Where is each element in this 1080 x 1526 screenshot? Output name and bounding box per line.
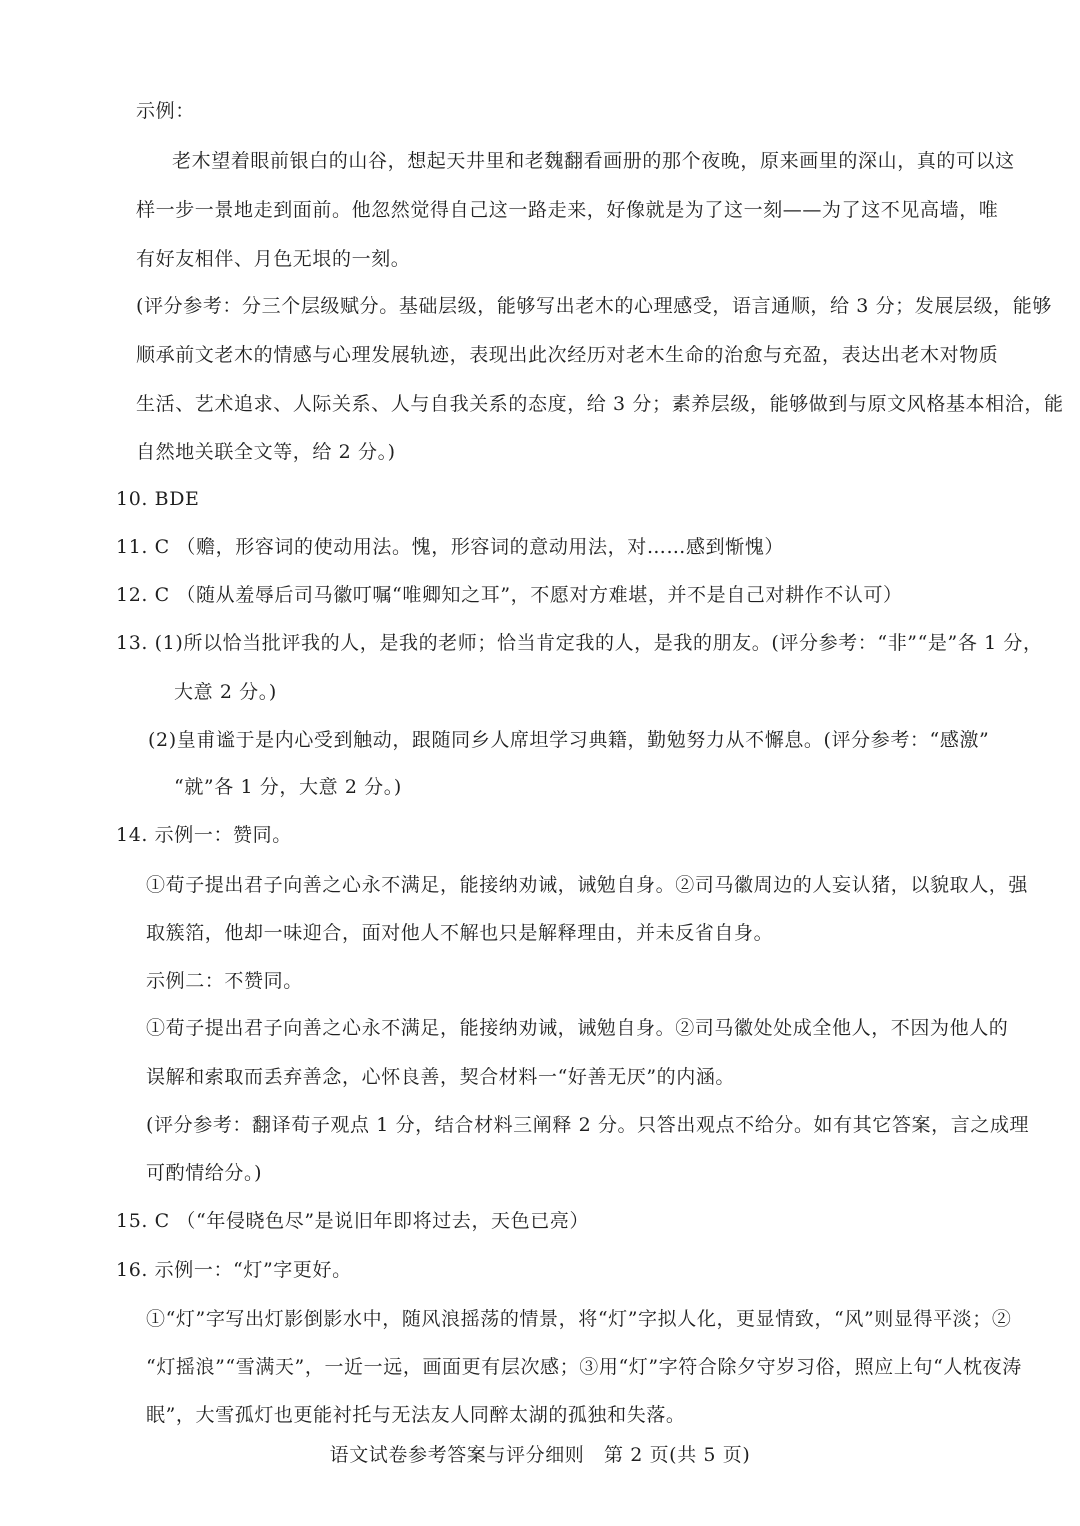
- answer-14-line: 取簇箔，他却一味迎合，面对他人不解也只是解释理由，并未反省自身。: [146, 922, 774, 944]
- answer-16-line: ①“灯”字写出灯影倒影水中，随风浪摇荡的情景，将“灯”字拟人化，更显情致，“风”则显得平淡；②: [146, 1308, 1012, 1330]
- rubric-line: 生活、艺术追求、人际关系、人与自我关系的态度，给 3 分；素养层级，能够做到与原文风格基本相洽，能: [136, 393, 1064, 415]
- rubric-line: 顺承前文老木的情感与心理发展轨迹，表现出此次经历对老木生命的治愈与充盈，表达出老木对物质: [136, 344, 999, 366]
- answer-14-head: 14. 示例一：赞同。: [116, 824, 292, 846]
- answer-10: 10. BDE: [116, 488, 200, 510]
- page-footer: 语文试卷参考答案与评分细则 第 2 页(共 5 页): [329, 1444, 751, 1466]
- answer-11: 11. C （赡，形容词的使动用法。愧，形容词的意动用法，对……感到惭愧）: [116, 536, 785, 558]
- answer-14-line: ①荀子提出君子向善之心永不满足，能接纳劝诫，诫勉自身。②司马徽周边的人妄认猪，以貌取人，强: [146, 874, 1029, 896]
- answer-13-2-cont: “就”各 1 分，大意 2 分。): [174, 776, 402, 798]
- answer-14-rubric: (评分参考：翻译荀子观点 1 分，结合材料三阐释 2 分。只答出观点不给分。如有其它答案，言之成理: [146, 1114, 1030, 1136]
- answer-16-line: 眠”，大雪孤灯也更能衬托与无法友人同醉太湖的孤独和失落。: [146, 1404, 686, 1426]
- rubric-line: 自然地关联全文等，给 2 分。): [136, 441, 396, 463]
- example-line: 老木望着眼前银白的山谷，想起天井里和老魏翻看画册的那个夜晚，原来画里的深山，真的可以这: [172, 150, 1015, 172]
- answer-15: 15. C （“年侵晓色尽”是说旧年即将过去，天色已亮）: [116, 1210, 590, 1232]
- answer-12: 12. C （随从羞辱后司马徽叮嘱“唯卿知之耳”，不愿对方难堪，并不是自己对耕作不认可）: [116, 584, 903, 606]
- rubric-line: (评分参考：分三个层级赋分。基础层级，能够写出老木的心理感受，语言通顺，给 3 分；发展层级，能够: [136, 295, 1052, 317]
- answer-13-2: (2)皇甫谧于是内心受到触动，跟随同乡人席坦学习典籍，勤勉努力从不懈息。(评分参考：“感激”: [148, 729, 990, 751]
- example-line: 样一步一景地走到面前。他忽然觉得自己这一路走来，好像就是为了这一刻——为了这不见高墙，唯: [136, 199, 999, 221]
- answer-13-1: 13. (1)所以恰当批评我的人，是我的老师；恰当肯定我的人，是我的朋友。(评分参考：“非”“是”各 1 分，: [116, 632, 1043, 654]
- answer-14-line: 误解和索取而丢弃善念，心怀良善，契合材料一“好善无厌”的内涵。: [146, 1066, 736, 1088]
- answer-14-example2: 示例二：不赞同。: [146, 970, 303, 992]
- answer-13-1-cont: 大意 2 分。): [174, 681, 277, 703]
- answer-14-line: ①荀子提出君子向善之心永不满足，能接纳劝诫，诫勉自身。②司马徽处处成全他人，不因为他人的: [146, 1017, 1009, 1039]
- answer-16-line: “灯摇浪”“雪满天”，一近一远，画面更有层次感；③用“灯”字符合除夕守岁习俗，照应上句“人枕夜涛: [146, 1356, 1022, 1378]
- answer-14-rubric: 可酌情给分。): [146, 1162, 263, 1184]
- answer-16-head: 16. 示例一：“灯”字更好。: [116, 1259, 352, 1281]
- example-label: 示例：: [136, 100, 195, 122]
- example-line: 有好友相伴、月色无垠的一刻。: [136, 248, 411, 270]
